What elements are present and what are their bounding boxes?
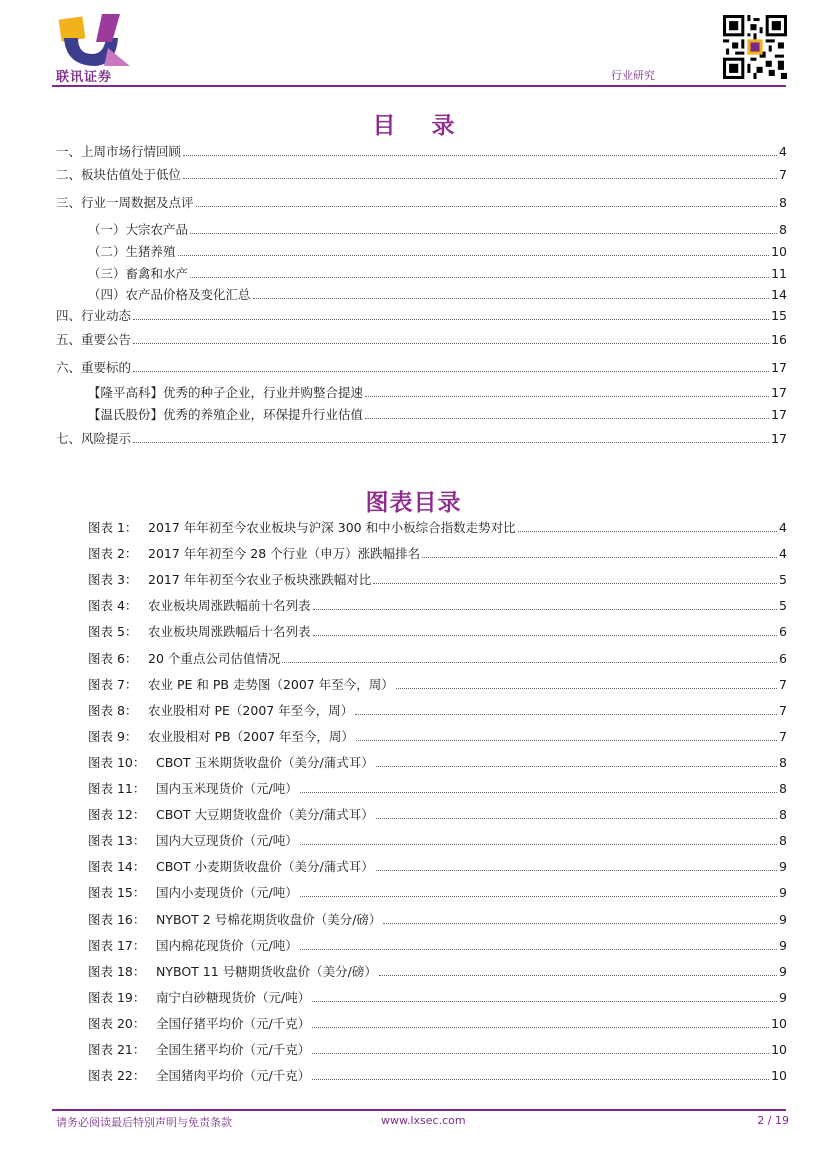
figure-entry[interactable] [88,703,787,719]
figure-entry-label: 全国猪肉平均价（元/千克） [156,1068,311,1083]
figure-entry-page: 8 [779,833,787,848]
dot-leader [300,792,777,793]
dot-leader [356,740,777,741]
figure-entry-number: 图表 19： [88,990,146,1005]
toc-entry[interactable] [88,407,787,423]
figure-entry-page: 8 [779,781,787,796]
figure-entry[interactable] [88,677,787,693]
figure-entry[interactable] [88,807,787,823]
figure-entry-page: 8 [779,807,787,822]
toc-entry-page: 17 [771,385,787,400]
figure-entry[interactable] [88,729,787,745]
toc-entry[interactable] [56,144,787,160]
figure-entry-page: 7 [779,677,787,692]
dot-leader [133,319,769,320]
figure-entry-label: 农业股相对 PE（2007 年至今，周） [148,703,354,718]
dot-leader [373,583,777,584]
toc-entry-page: 14 [771,287,787,302]
dot-leader [282,662,777,663]
figure-entry-page: 6 [779,624,787,639]
toc-entry-label: 【温氏股份】优秀的养殖企业，环保提升行业估值 [88,407,364,422]
figure-entry-number: 图表 14： [88,859,146,874]
figure-entry-page: 9 [779,964,787,979]
dot-leader [383,923,777,924]
toc-entry[interactable] [56,431,787,447]
dot-leader [190,277,769,278]
figure-entry[interactable] [88,938,787,954]
toc-entry-label: （二）生猪养殖 [88,244,176,259]
toc-entry-page: 4 [779,144,787,159]
figure-entry-page: 5 [779,598,787,613]
figure-entry-number: 图表 3： [88,572,138,587]
figure-entry-label: CBOT 大豆期货收盘价（美分/蒲式耳） [156,807,374,822]
figure-entry-page: 4 [779,520,787,535]
figure-entry-number: 图表 21： [88,1042,146,1057]
toc-entry-page: 17 [771,360,787,375]
toc-entry[interactable] [56,360,787,376]
figure-entry-label: 国内小麦现货价（元/吨） [156,885,298,900]
toc-entry[interactable] [88,385,787,401]
dot-leader [396,688,777,689]
qr-code-icon [723,15,787,79]
dot-leader [518,531,777,532]
figure-entry[interactable] [88,885,787,901]
toc-entry[interactable] [56,308,787,324]
figure-entry-label: 2017 年年初至今农业板块与沪深 300 和中小板综合指数走势对比 [148,520,516,535]
figure-entry[interactable] [88,598,787,614]
figure-entry-number: 图表 16： [88,912,146,927]
figure-entry-number: 图表 22： [88,1068,146,1083]
figure-entry-page: 7 [779,729,787,744]
figure-entry-label: 全国生猪平均价（元/千克） [156,1042,311,1057]
toc-title: 目 录 [372,112,469,139]
figure-entry-number: 图表 20： [88,1016,146,1031]
dot-leader [196,206,778,207]
toc-entry[interactable] [88,244,787,260]
figure-entry[interactable] [88,859,787,875]
figure-entry[interactable] [88,833,787,849]
figure-entry-label: 2017 年年初至今 28 个行业（申万）涨跌幅排名 [148,546,421,561]
figure-entry-number: 图表 2： [88,546,138,561]
toc-entry-label: 四、行业动态 [56,308,132,323]
figure-entry[interactable] [88,520,787,536]
dot-leader [312,1079,769,1080]
figure-entry-label: 2017 年年初至今农业子板块涨跌幅对比 [148,572,372,587]
figure-entry[interactable] [88,1068,787,1084]
figure-entry-page: 9 [779,885,787,900]
figure-entry[interactable] [88,990,787,1006]
figure-entry-label: 农业股相对 PB（2007 年至今，周） [148,729,354,744]
header-divider [52,85,786,87]
toc-entry-label: （一）大宗农产品 [88,222,189,237]
figure-entry-number: 图表 5： [88,624,138,639]
toc-entry-page: 8 [779,195,787,210]
figure-entry-page: 9 [779,859,787,874]
toc-entry[interactable] [88,287,787,303]
dot-leader [312,1053,769,1054]
figures-title: 图表目录 [365,489,462,516]
figure-entry-number: 图表 12： [88,807,146,822]
dot-leader [133,343,769,344]
figure-entry-page: 8 [779,755,787,770]
dot-leader [183,178,777,179]
toc-entry-label: 【隆平高科】优秀的种子企业，行业并购整合提速 [88,385,364,400]
figure-entry-label: 国内棉花现货价（元/吨） [156,938,298,953]
figure-entry-page: 4 [779,546,787,561]
figure-entry[interactable] [88,781,787,797]
toc-entry-label: 三、行业一周数据及点评 [56,195,194,210]
figure-entry-page: 6 [779,651,787,666]
figure-entry-number: 图表 7： [88,677,138,692]
toc-entry-page: 17 [771,407,787,422]
figure-entry-page: 9 [779,912,787,927]
dot-leader [379,975,777,976]
dot-leader [376,818,777,819]
toc-entry-page: 10 [771,244,787,259]
figure-entry-number: 图表 17： [88,938,146,953]
dot-leader [365,396,769,397]
dot-leader [312,1027,769,1028]
figure-entry-page: 10 [771,1068,787,1083]
figure-entry-label: 农业板块周涨跌幅前十名列表 [148,598,311,613]
figure-entry-page: 10 [771,1042,787,1057]
dot-leader [422,557,777,558]
figure-entry-label: NYBOT 11 号糖期货收盘价（美分/磅） [156,964,377,979]
dot-leader [365,418,769,419]
figure-entry[interactable] [88,546,787,562]
figure-entry-number: 图表 9： [88,729,138,744]
toc-entry-label: 六、重要标的 [56,360,132,375]
figure-entry-number: 图表 4： [88,598,138,613]
section-label: 行业研究 [611,69,655,82]
toc-entry[interactable] [88,222,787,238]
figure-entry-page: 10 [771,1016,787,1031]
toc-entry-page: 16 [771,332,787,347]
figure-entry-number: 图表 13： [88,833,146,848]
toc-entry-label: （三）畜禽和水产 [88,266,189,281]
toc-entry-label: （四）农产品价格及变化汇总 [88,287,251,302]
figure-entry-number: 图表 10： [88,755,146,770]
figure-entry[interactable] [88,624,787,640]
toc-entry-label: 七、风险提示 [56,431,132,446]
dot-leader [190,233,777,234]
figure-entry-label: NYBOT 2 号棉花期货收盘价（美分/磅） [156,912,382,927]
figure-entry-label: 国内玉米现货价（元/吨） [156,781,298,796]
toc-entry[interactable] [88,266,787,282]
figure-entry-label: CBOT 玉米期货收盘价（美分/蒲式耳） [156,755,374,770]
toc-entry-label: 五、重要公告 [56,332,132,347]
figure-entry[interactable] [88,912,787,928]
figure-entry-number: 图表 6： [88,651,138,666]
figure-entry-label: 南宁白砂糖现货价（元/吨） [156,990,311,1005]
figure-entry-number: 图表 11： [88,781,146,796]
dot-leader [376,766,777,767]
figure-entry-number: 图表 15： [88,885,146,900]
footer-disclaimer: 请务必阅读最后特别声明与免责条款 [56,1116,232,1129]
footer-divider [52,1109,786,1111]
figure-entry[interactable] [88,964,787,980]
figure-entry-page: 5 [779,572,787,587]
figure-entry-label: CBOT 小麦期货收盘价（美分/蒲式耳） [156,859,374,874]
toc-entry[interactable] [56,167,787,183]
dot-leader [253,298,770,299]
figure-entry[interactable] [88,572,787,588]
figure-entry-number: 图表 8： [88,703,138,718]
figure-entry-number: 图表 18： [88,964,146,979]
dot-leader [376,870,777,871]
dot-leader [300,896,777,897]
figure-entry-label: 国内大豆现货价（元/吨） [156,833,298,848]
figure-entry-label: 全国仔猪平均价（元/千克） [156,1016,311,1031]
dot-leader [300,949,777,950]
toc-entry-page: 17 [771,431,787,446]
figure-entry-page: 9 [779,938,787,953]
toc-entry-page: 15 [771,308,787,323]
figure-entry-number: 图表 1： [88,520,138,535]
dot-leader [133,371,769,372]
logo-text: 联讯证券 [56,70,113,85]
footer-website: www.lxsec.com [381,1114,466,1127]
dot-leader [355,714,777,715]
figure-entry[interactable] [88,651,787,667]
toc-entry-page: 8 [779,222,787,237]
figure-entry-page: 7 [779,703,787,718]
dot-leader [313,635,778,636]
toc-entry[interactable] [56,332,787,348]
figure-entry[interactable] [88,1016,787,1032]
toc-entry-page: 11 [771,266,787,281]
page-number: 2 / 19 [757,1114,789,1127]
dot-leader [183,155,777,156]
dot-leader [300,844,777,845]
figure-entry-page: 9 [779,990,787,1005]
toc-entry-label: 一、上周市场行情回顾 [56,144,182,159]
dot-leader [313,609,778,610]
dot-leader [178,255,770,256]
toc-entry-page: 7 [779,167,787,182]
dot-leader [133,442,769,443]
figure-entry-label: 20 个重点公司估值情况 [148,651,281,666]
dot-leader [312,1001,777,1002]
toc-entry-label: 二、板块估值处于低位 [56,167,182,182]
figure-entry-label: 农业 PE 和 PB 走势图（2007 年至今，周） [148,677,394,692]
figure-entry[interactable] [88,755,787,771]
figure-entry-label: 农业板块周涨跌幅后十名列表 [148,624,311,639]
toc-entry[interactable] [56,195,787,211]
figure-entry[interactable] [88,1042,787,1058]
